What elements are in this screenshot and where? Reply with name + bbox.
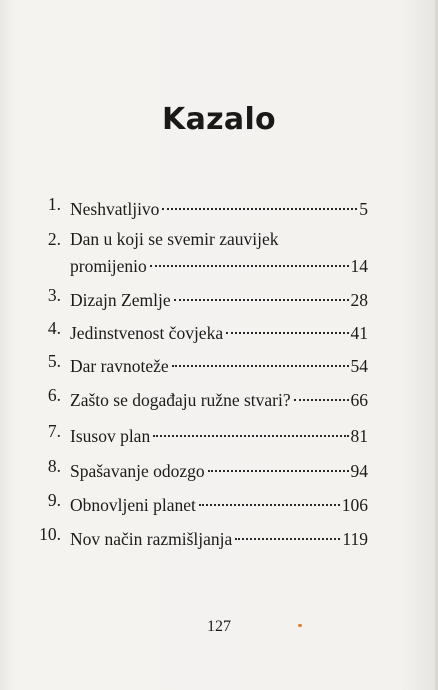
toc-entry-title: Nov način razmišljanja — [70, 529, 233, 549]
toc-entry-page: 119 — [342, 529, 368, 549]
dot-leader — [162, 193, 357, 215]
dot-leader — [172, 350, 349, 372]
toc-entry-number: 10. — [39, 524, 61, 544]
toc-entry-title: Isusov plan — [70, 426, 151, 446]
toc-entry-title: Neshvatljivo — [70, 199, 160, 219]
toc-entry-page: 5 — [359, 199, 368, 219]
toc-entry-number: 4. — [47, 318, 61, 338]
page-title: Kazalo — [162, 102, 276, 137]
ink-speck — [298, 624, 302, 627]
toc-entry-number: 3. — [47, 285, 61, 305]
toc-entry-page: 81 — [350, 426, 368, 446]
dot-leader — [199, 489, 340, 511]
dot-leader — [294, 384, 349, 406]
toc-entry — [0, 489, 438, 515]
toc-entry — [0, 384, 438, 410]
toc-entry — [0, 420, 438, 446]
dot-leader — [150, 250, 349, 272]
dot-leader — [174, 284, 349, 306]
toc-entry — [0, 350, 438, 376]
toc-entry — [0, 317, 438, 343]
toc-entry-page: 28 — [350, 290, 368, 310]
toc-entry-page: 14 — [350, 256, 368, 276]
toc-entry-number: 6. — [47, 385, 61, 405]
toc-entry — [0, 523, 438, 549]
toc-entry-number: 8. — [47, 456, 61, 476]
toc-entry — [0, 193, 438, 219]
toc-entry-page: 41 — [350, 323, 368, 343]
toc-entry-number: 7. — [47, 421, 61, 441]
toc-entry-title: promijenio — [70, 256, 147, 276]
dot-leader — [208, 455, 349, 477]
toc-entry-page: 106 — [341, 495, 368, 515]
toc-entry-page: 94 — [350, 461, 368, 481]
toc-entry-title: Dar ravnoteže — [70, 356, 169, 376]
dot-leader — [226, 317, 348, 339]
toc-entry — [0, 455, 438, 481]
toc-entry-title: Jedinstvenost čovjeka — [70, 323, 224, 343]
toc-entry — [0, 284, 438, 310]
toc-entry-number: 1. — [47, 194, 61, 214]
toc-entry-number: 5. — [47, 351, 61, 371]
toc-entry — [0, 228, 438, 276]
toc-entry-title: Obnovljeni planet — [70, 495, 196, 515]
dot-leader — [153, 420, 348, 442]
toc-entry-page: 54 — [350, 356, 368, 376]
toc-entry-title: Dizajn Zemlje — [70, 290, 171, 310]
toc-entry-number: 9. — [47, 490, 61, 510]
toc-entry-page: 66 — [350, 390, 368, 410]
toc-entry-title: Spašavanje odozgo — [70, 461, 205, 481]
toc-entry-title-line1: Dan u koji se svemir zauvijek — [70, 229, 279, 249]
toc-entry-number: 2. — [47, 229, 61, 249]
page-number: 127 — [207, 618, 231, 635]
toc-entry-title: Zašto se događaju ružne stvari? — [70, 390, 291, 410]
dot-leader — [235, 523, 340, 545]
